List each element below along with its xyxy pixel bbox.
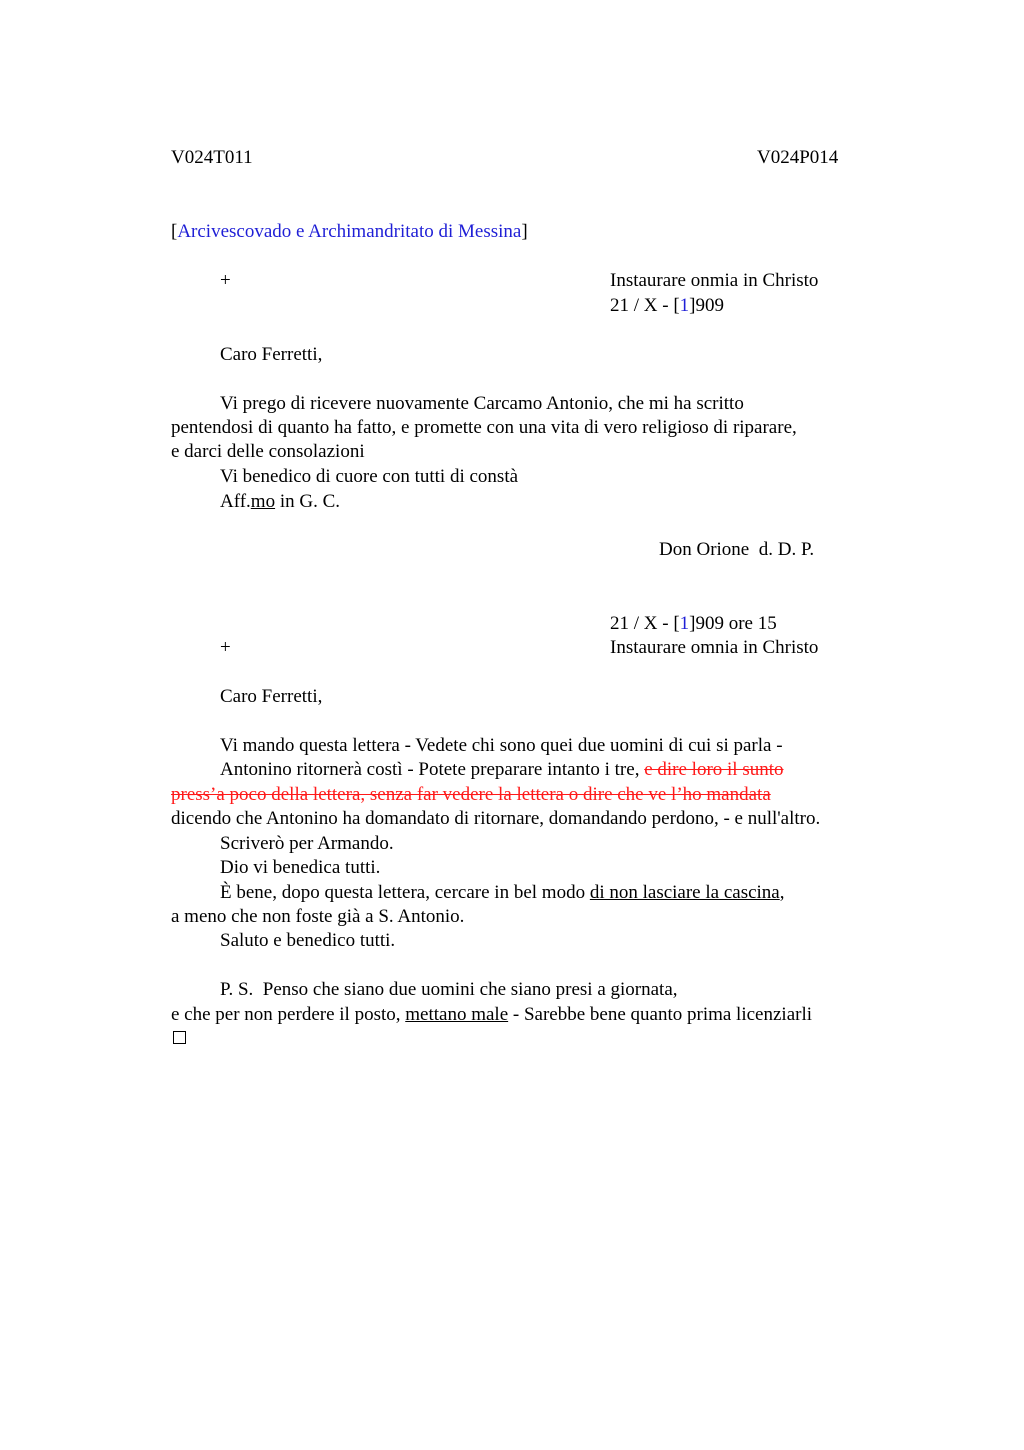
letter2-date-pre: 21 / X - [ — [610, 613, 680, 634]
letter2-ps-pre: e che per non perdere il posto, — [171, 1004, 406, 1025]
letter1-closing-underlined: mo — [250, 491, 276, 512]
letter1-date-digit: 1 — [679, 295, 690, 316]
letter2-date-digit: 1 — [679, 613, 690, 634]
letterhead-text: Arcivescovado e Archimandritato di Messina — [177, 221, 522, 242]
letter2-cross: + — [220, 637, 231, 658]
letter2-body-line: Vi mando questa lettera - Vedete chi sono quei due uomini di cui si parla - — [220, 735, 783, 756]
letter2-line7-pre: È bene, dopo questa lettera, cercare in bel modo — [220, 882, 590, 903]
letter1-date — [610, 294, 724, 318]
letter1-salutation: Caro Ferretti, — [220, 344, 323, 365]
letter2-ps-post: - Sarebbe bene quanto prima licenziarli — [508, 1004, 813, 1025]
letter2-date-post: ]909 ore 15 — [689, 613, 777, 634]
letter1-motto: Instaurare onmia in Christo — [610, 270, 819, 291]
letterhead — [171, 220, 528, 244]
letter2-body-line: Scriverò per Armando. — [220, 833, 394, 854]
letter2-line7-post: , — [779, 882, 785, 903]
letter2-salutation: Caro Ferretti, — [220, 686, 323, 707]
letter2-body-line — [220, 758, 784, 782]
letter2-ps-underlined: mettano male — [405, 1004, 509, 1025]
letter1-body-line: Vi prego di ricevere nuovamente Carcamo Antonio, che mi ha scritto — [220, 393, 744, 414]
letter2-body-line: a meno che non foste già a S. Antonio. — [171, 906, 465, 927]
letter1-body-line: e darci delle consolazioni — [171, 441, 365, 462]
letter1-body-line: Vi benedico di cuore con tutti di constà — [220, 466, 519, 487]
letter2-body-line: Saluto e benedico tutti. — [220, 930, 396, 951]
letter2-body-line — [220, 881, 785, 905]
letterhead-open-bracket: [ — [171, 221, 178, 242]
letter2-motto: Instaurare omnia in Christo — [610, 637, 819, 658]
letter1-closing-post: in G. C. — [275, 491, 341, 512]
letter1-body-line: pentendosi di quanto ha fatto, e promette con una vita di vero religioso di riparare, — [171, 417, 797, 438]
letter1-date-post: ]909 — [689, 295, 724, 316]
letter2-body-line: Dio vi benedica tutti. — [220, 857, 381, 878]
letter2-postscript-line: P. S. Penso che siano due uomini che siano presi a giornata, — [220, 979, 678, 1000]
letter2-body-line: dicendo che Antonino ha domandato di ritornare, domandando perdono, - e null'altro. — [171, 808, 821, 829]
document-code-right: V024P014 — [757, 147, 839, 168]
letter1-closing-pre: Aff. — [220, 491, 251, 512]
letter2-deleted-text: press’a poco della lettera, senza far vedere la lettera o dire che ve l’ho mandata — [171, 784, 771, 805]
letter1-closing — [220, 490, 340, 514]
letter1-cross: + — [220, 270, 231, 291]
letter2-line2-text: Antonino ritornerà costì - Potete preparare intanto i tre, — [220, 759, 645, 780]
letter2-deleted-text: e dire loro il sunto — [644, 759, 784, 780]
letter2-date — [610, 612, 777, 636]
letterhead-close-bracket: ] — [521, 221, 528, 242]
document-code-left: V024T011 — [171, 147, 253, 168]
letter2-line7-underlined: di non lasciare la cascina — [589, 882, 780, 903]
checkbox-glyph-icon — [173, 1031, 186, 1044]
letter1-date-pre: 21 / X - [ — [610, 295, 680, 316]
letter2-postscript-line — [171, 1003, 812, 1027]
letter1-signature: Don Orione d. D. P. — [659, 539, 815, 560]
